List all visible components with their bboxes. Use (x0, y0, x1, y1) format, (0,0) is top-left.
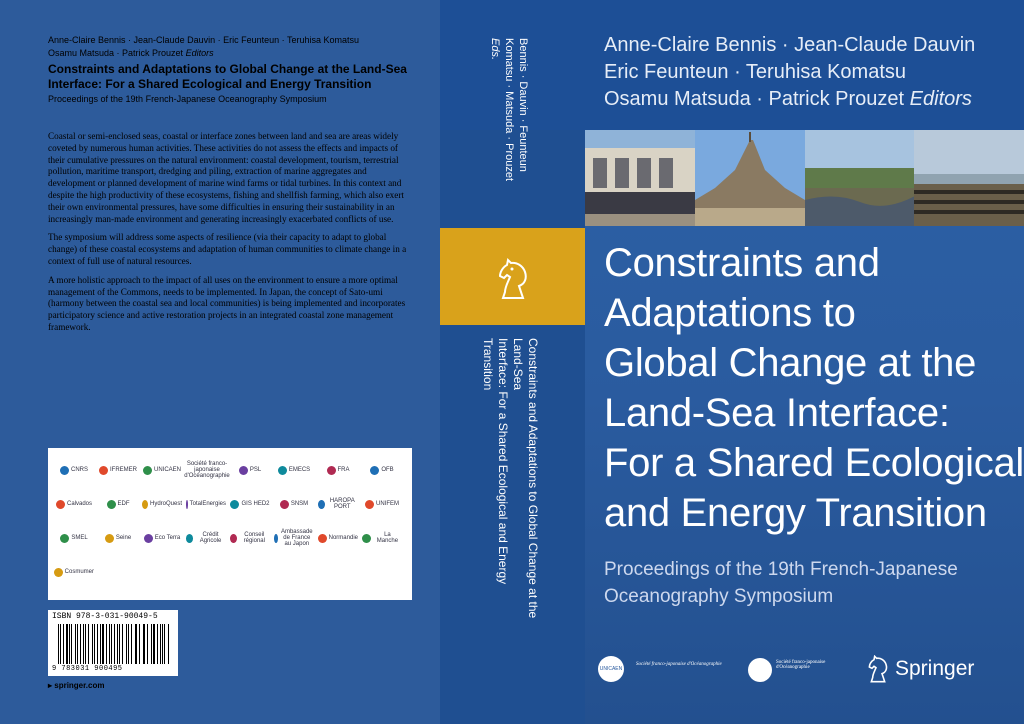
back-editors-suffix: Editors (185, 48, 214, 58)
spine-authors-line2 (488, 38, 516, 198)
back-title-line1: Constraints and Adaptations to Global Change at the Land-Sea (48, 62, 407, 76)
front-editors-line1: Anne-Claire Bennis · Jean-Claude Dauvin (604, 34, 976, 56)
oyster-farm-photo (914, 130, 1024, 226)
front-editors-line3 (604, 86, 975, 113)
front-title (604, 238, 1024, 538)
front-title-line: Constraints and (604, 241, 880, 285)
front-subtitle-line: Oceanography Symposium (604, 586, 834, 607)
sponsor-logo: Cosmumer (54, 558, 94, 586)
sponsor-logo: TotalEnergies (186, 490, 226, 518)
isbn-text: ISBN 978-3-031-90049-5 (52, 612, 158, 621)
back-editors-names: Osamu Matsuda · Patrick Prouzet (48, 48, 184, 58)
barcode-panel (48, 610, 178, 676)
back-editors-line2 (48, 47, 428, 60)
spine-title (480, 338, 540, 638)
sponsor-logo: EMECS (274, 456, 314, 484)
barcode-number: 9 783031 900495 (52, 665, 123, 673)
sponsor-logo: Calvados (54, 490, 94, 518)
front-title-line: For a Shared Ecological (604, 441, 1024, 485)
sfjo-round-icon (748, 658, 772, 682)
spine-authors (488, 38, 530, 198)
springer-url[interactable]: ▸ springer.com (48, 681, 105, 690)
sponsor-logo: IFREMER (98, 456, 138, 484)
front-title-line: Land-Sea Interface: (604, 391, 950, 435)
back-editors-line1: Anne-Claire Bennis · Jean-Claude Dauvin · Eric Feunteun · Teruhisa Komatsu (48, 35, 359, 45)
unicaen-logo: UNICAEN (598, 656, 624, 682)
sponsor-logo: UNIFEM (362, 490, 402, 518)
front-editors-names: Osamu Matsuda · Patrick Prouzet (604, 88, 905, 110)
sponsor-logo: SMEL (54, 524, 94, 552)
front-title-line: and Energy Transition (604, 491, 987, 535)
sponsor-logo: Crédit Agricole (186, 524, 226, 552)
front-title-line: Global Change at the (604, 341, 977, 385)
front-editors-line2: Eric Feunteun · Teruhisa Komatsu (604, 61, 907, 83)
front-editors-suffix: Editors (909, 88, 972, 110)
sfjo-text-logo: Société franco-japonaise d'Océanographie (776, 660, 826, 670)
sponsor-logo: FRA (318, 456, 358, 484)
blurb-paragraph: Coastal or semi-enclosed seas, coastal or interface zones between land and sea are areas widely coveted by numerous human activities. These activities do not assess the effects and impacts of their cumulative pressures on the natural environment: coastal development, tourism, terrestrial pollution, maritime transport, dredging and piling, extraction of marine aggregates and development or planned development of marine wind farms or tidal turbines. In this context and despite the high productivity of these ecosystems, fishing and shellfish farming, which also exert their own environmental pressures, have some difficulties in ensuring their sustainability in an increasingly man-made environment and generating increasingly exacerbated conflicts of use. (48, 131, 404, 224)
sponsor-logo: CNRS (54, 456, 94, 484)
spine-authors-line2-text: Komatsu · Matsuda · Prouzet (503, 38, 515, 182)
barcode (58, 624, 170, 664)
sponsor-logo: Conseil régional (230, 524, 270, 552)
sfjo-logo: Société franco-japonaise d'Océanographie (636, 662, 722, 667)
front-editors (604, 32, 975, 113)
sponsor-logo: EDF (98, 490, 138, 518)
springer-wordmark: Springer (895, 657, 975, 680)
springer-knight-icon (866, 655, 890, 683)
back-title-line2: Interface: For a Shared Ecological and Energy Transition (48, 77, 372, 91)
spine-title-line2: Interface: For a Shared Ecological and Energy Transition (481, 338, 510, 585)
sponsor-logo: Normandie (318, 524, 358, 552)
spine-title-line1: Constraints and Adaptations to Global Change at the Land-Sea (511, 338, 540, 619)
sponsor-logos-panel (48, 448, 412, 600)
back-header (48, 34, 428, 106)
back-blurb (48, 131, 412, 341)
mont-saint-michel-photo (695, 130, 805, 226)
sponsor-logo: Seine (98, 524, 138, 552)
sponsor-logo: HydroQuest (142, 490, 182, 518)
springer-logo[interactable] (866, 655, 974, 683)
back-subtitle: Proceedings of the 19th French-Japanese Oceanography Symposium (48, 94, 327, 104)
blurb-paragraph: A more holistic approach to the impact of all uses on the environment to ensure a more optimal management of the Commons, needs to be implemented. In Japan, the concept of Sato-umi (harmony between the coastal sea and local communities) is being implemented and incorporates participatory science and active restoration projects in an integrated coastal zone management framework. (48, 274, 406, 332)
sponsor-logo: Société franco-japonaise d'Océanographie (184, 461, 230, 479)
front-title-line: Adaptations to (604, 291, 856, 335)
sponsor-logo: HAROPA PORT (318, 490, 358, 518)
back-title (48, 62, 428, 92)
spine-authors-line1: Bennis · Dauvin · Feunteun (517, 38, 529, 172)
coastal-photo (805, 130, 915, 226)
front-subtitle-line: Proceedings of the 19th French-Japanese (604, 559, 958, 580)
sponsor-logo: Eco Terra (142, 524, 182, 552)
group-photo (585, 130, 695, 226)
spine-eds: Eds. (489, 38, 501, 61)
sponsor-logo: La Manche (362, 524, 402, 552)
blurb-paragraph: The symposium will address some aspects of resilience (via their capacity to adapt to global change) of these coastal ecosystems and adaptation of human communities to climate change in a context of full use of natural resources. (48, 232, 407, 266)
sponsor-logo: SNSM (274, 490, 314, 518)
front-subtitle (604, 556, 958, 610)
sponsor-logo: PSL (230, 456, 270, 484)
sponsor-logo: UNICAEN (142, 456, 182, 484)
cover-photo-strip (585, 130, 1024, 226)
sponsor-logo: OFB (362, 456, 402, 484)
springer-knight-icon (495, 258, 531, 300)
sponsor-logo: Ambassade de France au Japon (274, 524, 314, 552)
sponsor-logo: GIS HED2 (230, 490, 270, 518)
